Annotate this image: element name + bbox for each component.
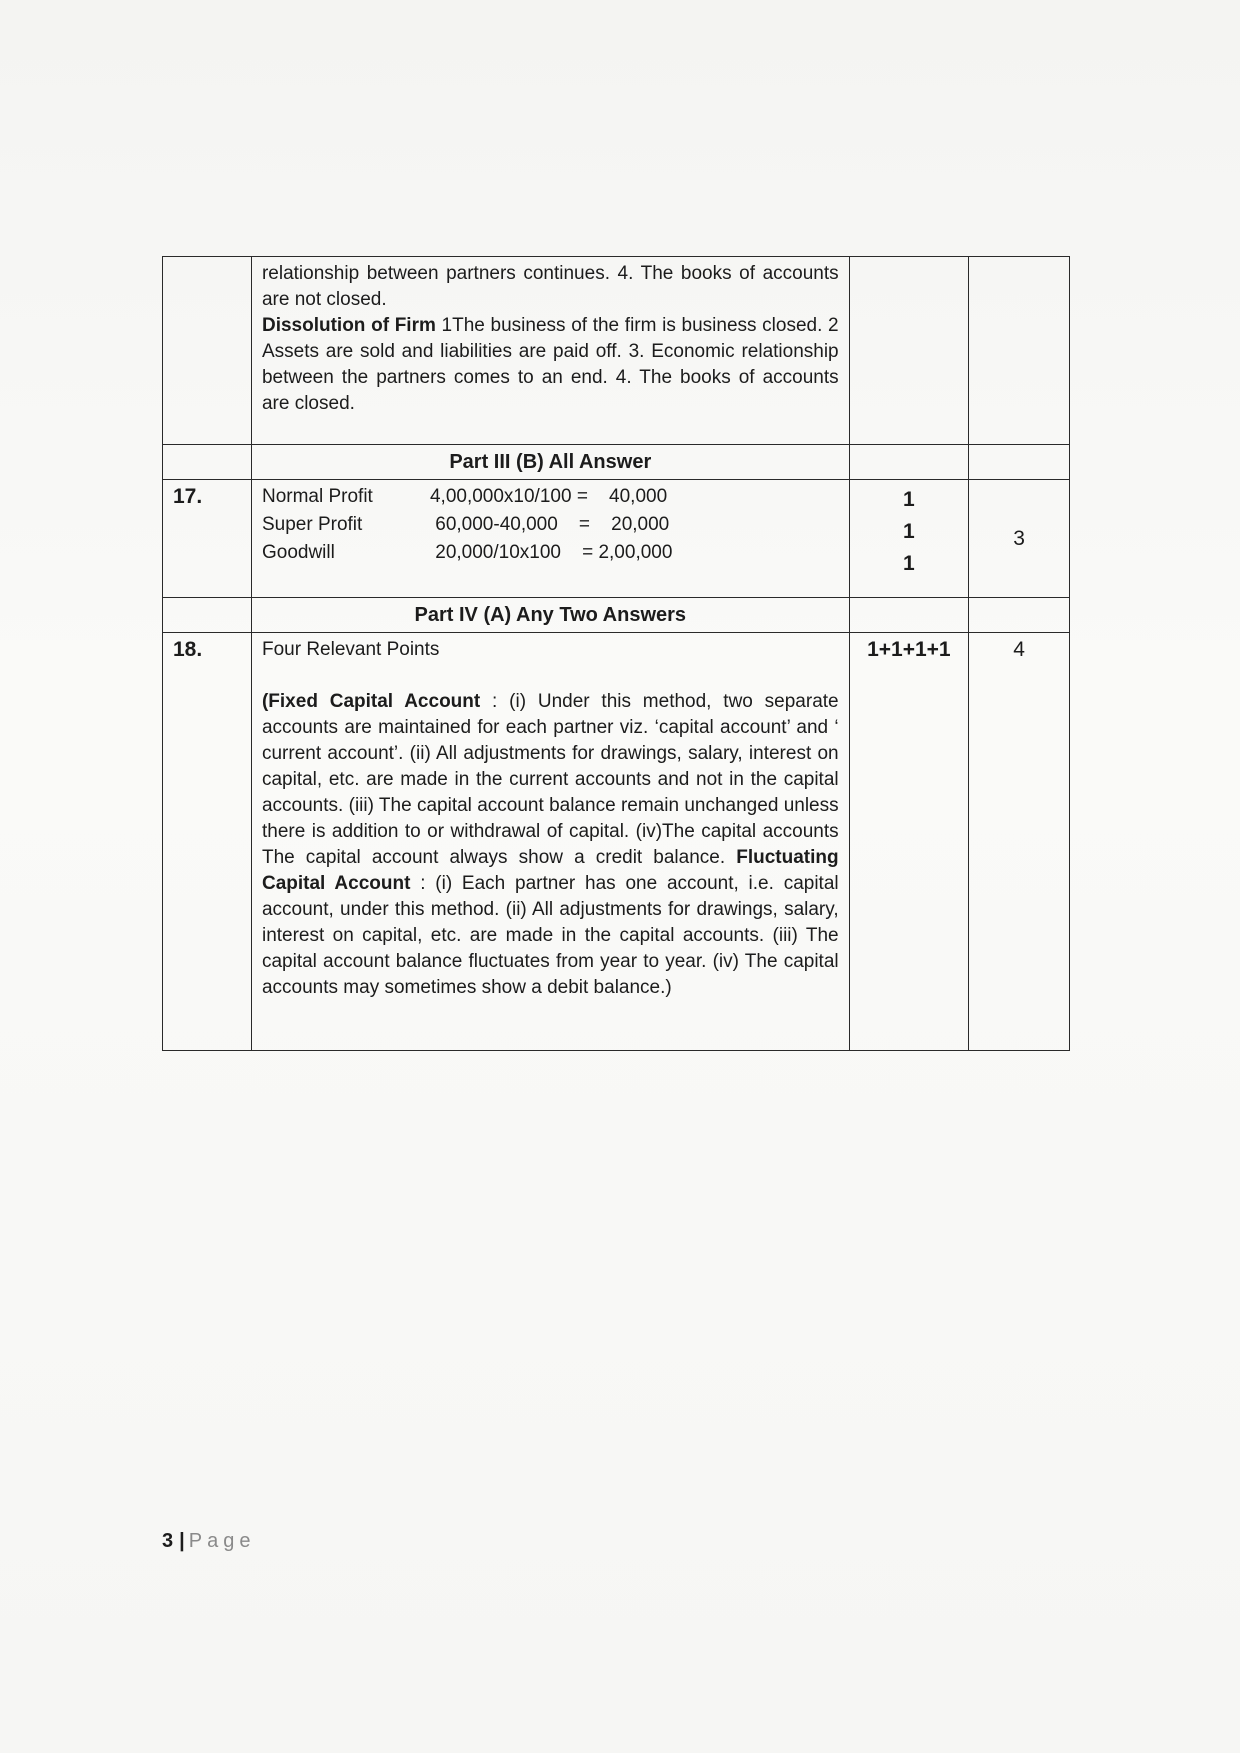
question-number: 18.	[163, 633, 252, 1051]
table-row	[163, 445, 1070, 480]
calc-expression: 20,000/10x100 = 2,00,000	[429, 542, 673, 563]
question-number-cell	[163, 598, 252, 633]
answer-table	[162, 256, 1070, 1051]
answer-cell	[251, 633, 849, 1051]
answer-cell	[251, 257, 849, 445]
fixed-capital-label: (Fixed Capital Account	[261, 691, 481, 712]
calc-label: Goodwill	[261, 542, 335, 563]
table-row	[163, 257, 1070, 445]
page-number: 3	[162, 1530, 174, 1552]
marks-cell	[849, 598, 968, 633]
mark-value: 1	[903, 520, 915, 543]
dissolution-label: Dissolution of Firm	[261, 315, 436, 336]
answer-cell	[251, 480, 849, 598]
marks-cell	[849, 480, 968, 598]
table-row	[163, 480, 1070, 598]
calc-label: Super Profit	[261, 514, 363, 535]
marks-value: 1+1+1+1	[849, 633, 968, 1051]
page-word: Page	[188, 1530, 256, 1552]
calc-label: Normal Profit	[261, 486, 373, 507]
total-marks: 3	[969, 480, 1070, 598]
answer-title: Four Relevant Points	[261, 639, 440, 660]
table-row	[163, 633, 1070, 1051]
table-row	[163, 598, 1070, 633]
question-number-cell	[163, 445, 252, 480]
part-heading: Part IV (A) Any Two Answers	[251, 598, 849, 633]
total-cell	[969, 445, 1070, 480]
question-number: 17.	[163, 480, 252, 598]
capital-account-paragraph	[262, 689, 839, 1001]
marks-cell	[849, 445, 968, 480]
dissolution-text: 1The business of the firm is business closed. 2 Assets are sold and liabilities are paid off. 3. Economic relationship between the partners comes to an end. 4. The books of accounts are closed.	[261, 315, 839, 414]
calc-expression: 4,00,000x10/100 = 40,000	[429, 486, 668, 507]
mark-value: 1	[903, 552, 915, 575]
mark-value: 1	[903, 488, 915, 511]
dissolution-paragraph	[262, 313, 839, 417]
calc-expression: 60,000-40,000 = 20,000	[429, 514, 670, 535]
goodwill-calculation	[262, 484, 839, 566]
marks-cell	[849, 257, 968, 445]
footer-divider: |	[179, 1530, 185, 1552]
fixed-capital-text: : (i) Under this method, two separate accounts are maintained for each partner viz. ‘capital account’ and ‘ current account’. (ii) All adjustments for drawings, salary, interest on capital, etc. are made in the current accounts and not in the capital accounts. (iii) The capital account balance remain unchanged unless there is addition to or withdrawal of capital. (iv)The capital accounts The capital account always show a credit balance.	[261, 691, 839, 868]
question-number-cell	[163, 257, 252, 445]
page-footer	[162, 1530, 255, 1553]
total-cell	[969, 598, 1070, 633]
continuation-text: relationship between partners continues. 4. The books of accounts are not closed.	[261, 263, 839, 310]
part-heading: Part III (B) All Answer	[251, 445, 849, 480]
fluctuating-capital-label: Fluctuating Capital Account	[261, 847, 839, 894]
total-marks: 4	[969, 633, 1070, 1051]
fluctuating-capital-text: : (i) Each partner has one account, i.e. capital account, under this method. (ii) All adjustments for drawings, salary, interest on capital, etc. are made in the capital accounts. (iii) The capital account balance fluctuates from year to year. (iv) The capital accounts may sometimes show a debit balance.)	[261, 873, 839, 998]
total-cell	[969, 257, 1070, 445]
